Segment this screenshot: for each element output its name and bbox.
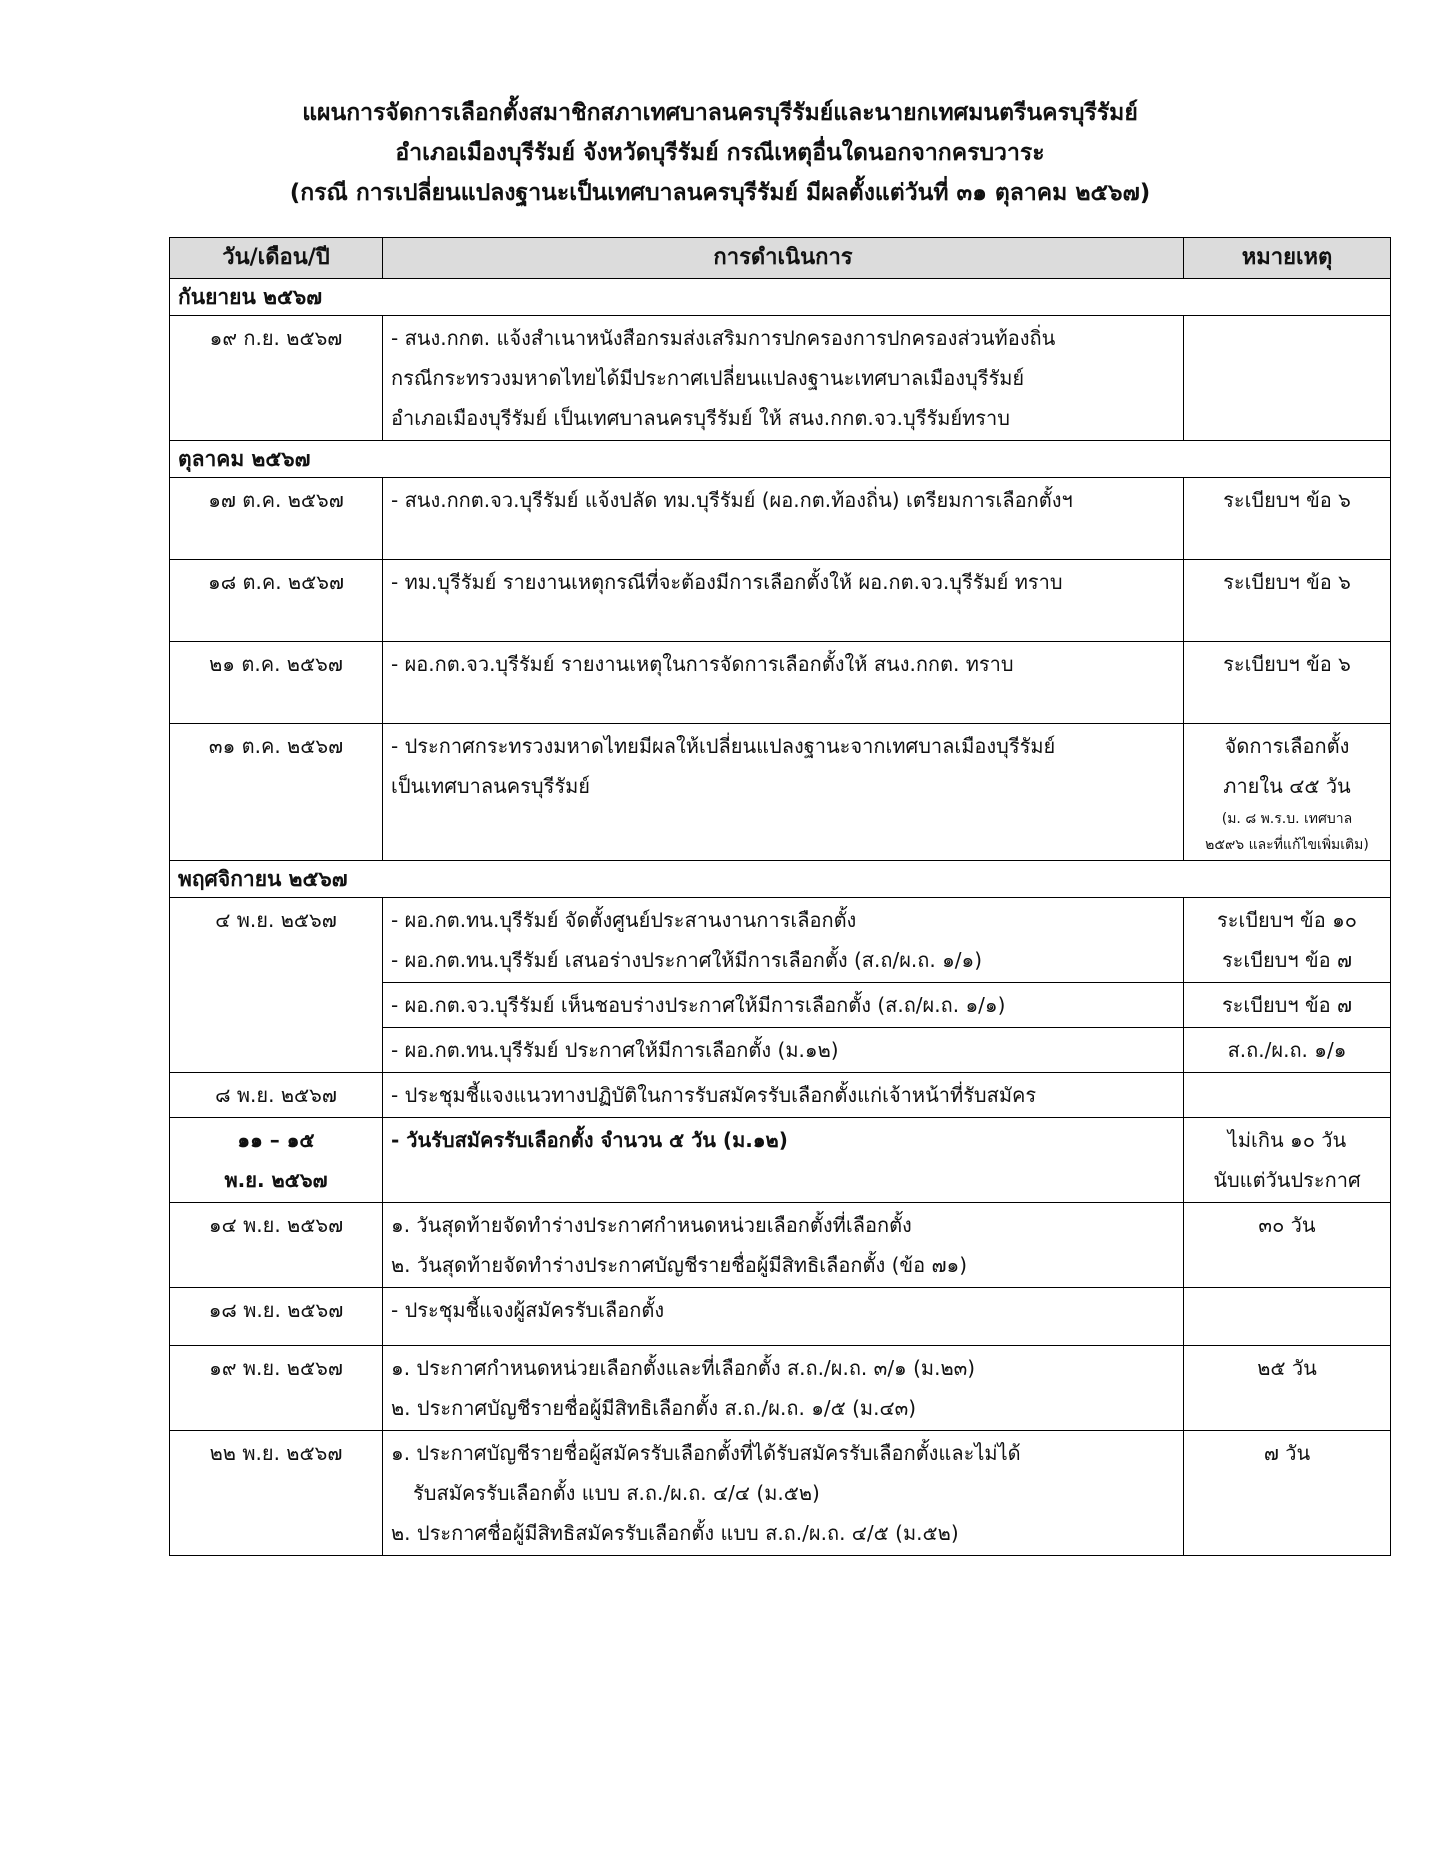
action-cell: - ประชุมชี้แจงผู้สมัครรับเลือกตั้ง [383,1288,1184,1346]
action-cell [383,316,1184,441]
table-row [170,1346,1391,1431]
note-cell: ๓๐ วัน [1184,1203,1391,1288]
month-label: พฤศจิกายน ๒๕๖๗ [170,861,1391,898]
table-row [170,642,1391,724]
header-date: วัน/เดือน/ปี [170,238,383,279]
action-line: - ประกาศกระทรวงมหาดไทยมีผลให้เปลี่ยนแปลงฐานะจากเทศบาลเมืองบุรีรัมย์ [391,734,1056,758]
election-schedule-table [169,237,1391,1556]
action-line: ๑. ประกาศกำหนดหน่วยเลือกตั้งและที่เลือกตั้ง ส.ถ./ผ.ถ. ๓/๑ (ม.๒๓) [391,1356,976,1380]
month-row [170,441,1391,478]
action-line: ๒. ประกาศบัญชีรายชื่อผู้มีสิทธิเลือกตั้ง ส.ถ./ผ.ถ. ๑/๕ (ม.๔๓) [391,1396,917,1420]
note-law-reference: ๒๕๙๖ และที่แก้ไขเพิ่มเติม) [1205,837,1369,853]
date-cell: ๑๘ พ.ย. ๒๕๖๗ [170,1288,383,1346]
note-cell: ส.ถ./ผ.ถ. ๑/๑ [1184,1028,1391,1073]
note-line: ภายใน ๔๕ วัน [1223,774,1351,798]
note-cell [1184,1118,1391,1203]
table-row [170,1118,1391,1203]
action-line: รับสมัครรับเลือกตั้ง แบบ ส.ถ./ผ.ถ. ๔/๔ (ม.๕๒) [413,1481,820,1505]
action-line: - ผอ.กต.ทน.บุรีรัมย์ เสนอร่างประกาศให้มีการเลือกตั้ง (ส.ถ/ผ.ถ. ๑/๑) [391,948,983,972]
table-row [170,1203,1391,1288]
note-cell: ระเบียบฯ ข้อ ๖ [1184,560,1391,642]
action-cell: - ประชุมชี้แจงแนวทางปฏิบัติในการรับสมัครรับเลือกตั้งแก่เจ้าหน้าที่รับสมัคร [383,1073,1184,1118]
note-cell [1184,898,1391,983]
table-row [170,1073,1391,1118]
action-line: อำเภอเมืองบุรีรัมย์ เป็นเทศบาลนครบุรีรัมย์ ให้ สนง.กกต.จว.บุรีรัมย์ทราบ [391,406,1010,430]
note-cell [1184,1288,1391,1346]
action-line: ๒. ประกาศชื่อผู้มีสิทธิสมัครรับเลือกตั้ง แบบ ส.ถ./ผ.ถ. ๔/๕ (ม.๕๒) [391,1521,959,1545]
table-row [170,316,1391,441]
table-row [170,724,1391,861]
date-cell: ๑๙ พ.ย. ๒๕๖๗ [170,1346,383,1431]
action-cell [383,898,1184,983]
title-line-1: แผนการจัดการเลือกตั้งสมาชิกสภาเทศบาลนครบุรีรัมย์และนายกเทศมนตรีนครบุรีรัมย์ [302,100,1138,126]
date-cell: ๒๑ ต.ค. ๒๕๖๗ [170,642,383,724]
table-row [170,1288,1391,1346]
title-line-3: (กรณี การเปลี่ยนแปลงฐานะเป็นเทศบาลนครบุรีรัมย์ มีผลตั้งแต่วันที่ ๓๑ ตุลาคม ๒๕๖๗) [289,180,1151,206]
note-cell: ๒๕ วัน [1184,1346,1391,1431]
header-action: การดำเนินการ [383,238,1184,279]
month-label: กันยายน ๒๕๖๗ [170,279,1391,316]
action-cell [383,1346,1184,1431]
title-line-2: อำเภอเมืองบุรีรัมย์ จังหวัดบุรีรัมย์ กรณีเหตุอื่นใดนอกจากครบวาระ [395,140,1045,166]
action-cell: - ผอ.กต.จว.บุรีรัมย์ รายงานเหตุในการจัดการเลือกตั้งให้ สนง.กกต. ทราบ [383,642,1184,724]
table-row [170,1431,1391,1556]
date-cell: ๔ พ.ย. ๒๕๖๗ [170,898,383,1073]
table-header-row [170,238,1391,279]
note-cell [1184,1073,1391,1118]
date-cell: ๑๘ ต.ค. ๒๕๖๗ [170,560,383,642]
month-label: ตุลาคม ๒๕๖๗ [170,441,1391,478]
table-row [170,560,1391,642]
note-cell [1184,316,1391,441]
action-line: - ผอ.กต.ทน.บุรีรัมย์ จัดตั้งศูนย์ประสานงานการเลือกตั้ง [391,908,857,932]
action-line: ๑. วันสุดท้ายจัดทำร่างประกาศกำหนดหน่วยเลือกตั้งที่เลือกตั้ง [391,1213,912,1237]
date-cell: ๓๑ ต.ค. ๒๕๖๗ [170,724,383,861]
date-line: พ.ย. ๒๕๖๗ [224,1168,328,1192]
header-note: หมายเหตุ [1184,238,1391,279]
action-cell: - ผอ.กต.จว.บุรีรัมย์ เห็นชอบร่างประกาศให้มีการเลือกตั้ง (ส.ถ/ผ.ถ. ๑/๑) [383,983,1184,1028]
note-line: จัดการเลือกตั้ง [1224,734,1350,758]
note-cell: ระเบียบฯ ข้อ ๖ [1184,642,1391,724]
action-line: - สนง.กกต. แจ้งสำเนาหนังสือกรมส่งเสริมการปกครองการปกครองส่วนท้องถิ่น [391,326,1056,350]
note-cell: ๗ วัน [1184,1431,1391,1556]
action-cell [383,1431,1184,1556]
action-cell [383,1203,1184,1288]
action-cell [383,724,1184,861]
action-line: ๒. วันสุดท้ายจัดทำร่างประกาศบัญชีรายชื่อผู้มีสิทธิเลือกตั้ง (ข้อ ๗๑) [391,1253,967,1277]
date-cell: ๘ พ.ย. ๒๕๖๗ [170,1073,383,1118]
note-law-reference: (ม. ๘ พ.ร.บ. เทศบาล [1221,811,1353,827]
month-row [170,279,1391,316]
note-cell: ระเบียบฯ ข้อ ๖ [1184,478,1391,560]
note-line: ระเบียบฯ ข้อ ๑๐ [1217,908,1357,932]
note-cell [1184,724,1391,861]
month-row [170,861,1391,898]
date-cell: ๒๒ พ.ย. ๒๕๖๗ [170,1431,383,1556]
action-line: เป็นเทศบาลนครบุรีรัมย์ [391,774,590,798]
note-line: นับแต่วันประกาศ [1213,1168,1361,1192]
action-line: กรณีกระทรวงมหาดไทยได้มีประกาศเปลี่ยนแปลงฐานะเทศบาลเมืองบุรีรัมย์ [391,366,1025,390]
action-cell: - ผอ.กต.ทน.บุรีรัมย์ ประกาศให้มีการเลือกตั้ง (ม.๑๒) [383,1028,1184,1073]
date-cell [170,1118,383,1203]
action-cell: - วันรับสมัครรับเลือกตั้ง จำนวน ๕ วัน (ม.๑๒) [383,1118,1184,1203]
date-cell: ๑๙ ก.ย. ๒๕๖๗ [170,316,383,441]
note-line: ไม่เกิน ๑๐ วัน [1227,1128,1347,1152]
date-line: ๑๑ – ๑๕ [237,1128,315,1152]
note-cell: ระเบียบฯ ข้อ ๗ [1184,983,1391,1028]
table-row [170,478,1391,560]
date-cell: ๑๔ พ.ย. ๒๕๖๗ [170,1203,383,1288]
date-cell: ๑๗ ต.ค. ๒๕๖๗ [170,478,383,560]
note-line: ระเบียบฯ ข้อ ๗ [1221,948,1353,972]
action-cell: - ทม.บุรีรัมย์ รายงานเหตุกรณีที่จะต้องมีการเลือกตั้งให้ ผอ.กต.จว.บุรีรัมย์ ทราบ [383,560,1184,642]
table-row [170,898,1391,983]
document-title [0,93,1440,213]
action-line: ๑. ประกาศบัญชีรายชื่อผู้สมัครรับเลือกตั้งที่ได้รับสมัครรับเลือกตั้งและไม่ได้ [391,1441,1021,1465]
action-cell: - สนง.กกต.จว.บุรีรัมย์ แจ้งปลัด ทม.บุรีรัมย์ (ผอ.กต.ท้องถิ่น) เตรียมการเลือกตั้งฯ [383,478,1184,560]
